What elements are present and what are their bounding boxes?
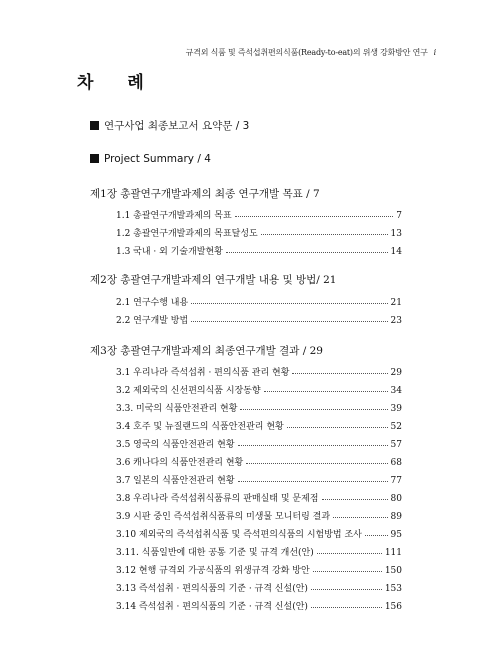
entry-label: 3.3. 미국의 식품안전관리 현황	[116, 404, 238, 414]
entry-label: 3.7 일본의 식품안전관리 현황	[116, 476, 235, 486]
entry-label: 3.12 현행 규격외 가공식품의 위생규격 강화 방안	[116, 566, 310, 576]
entry-label: 3.4 호주 및 뉴질랜드의 식품안전관리 현황	[116, 422, 284, 432]
leader-dots	[264, 391, 388, 392]
leader-dots	[292, 373, 387, 374]
entry-label: 3.1 우리나라 즉석섭취 · 편의식품 관리 현황	[116, 368, 290, 378]
entry-page: 52	[390, 422, 402, 432]
entry-page: 13	[390, 229, 402, 239]
entry-page: 153	[384, 584, 402, 594]
toc-bullet-summary[interactable]	[90, 118, 249, 133]
chapter-3-heading[interactable]: 제3장 총괄연구개발과제의 최종연구개발 결과 / 29	[90, 345, 323, 357]
toc-entry[interactable]	[116, 365, 402, 378]
toc-bullet-text: Project Summary / 4	[104, 153, 211, 165]
entry-page: 80	[390, 494, 402, 504]
entry-page: 77	[390, 476, 402, 486]
toc-entry[interactable]	[116, 208, 402, 221]
leader-dots	[238, 481, 388, 482]
entry-label: 3.6 캐나다의 식품안전관리 현황	[116, 458, 244, 468]
entry-page: 68	[390, 458, 402, 468]
toc-entry[interactable]	[116, 295, 402, 308]
toc-entry[interactable]	[116, 401, 402, 414]
entry-page: 150	[384, 566, 402, 576]
entry-label: 3.9 시판 중인 즉석섭취식품류의 미생물 모니터링 결과	[116, 512, 331, 522]
running-header	[186, 47, 436, 58]
toc-entry[interactable]	[116, 527, 402, 540]
entry-label: 1.1 총괄연구개발과제의 목표	[116, 211, 232, 221]
toc-entry[interactable]	[116, 455, 402, 468]
toc-entry[interactable]	[116, 226, 402, 239]
leader-dots	[287, 427, 388, 428]
entry-page: 29	[390, 368, 402, 378]
toc-entry[interactable]	[116, 563, 402, 576]
leader-dots	[311, 607, 382, 608]
toc-entry[interactable]	[116, 313, 402, 326]
entry-label: 3.11. 식품일반에 대한 공통 기준 및 규격 개선(안)	[116, 548, 314, 558]
leader-dots	[226, 252, 388, 253]
chapter-1-heading[interactable]: 제1장 총괄연구개발과제의 최종 연구개발 목표 / 7	[90, 188, 320, 200]
toc-title: 차 례	[77, 73, 158, 93]
leader-dots	[311, 589, 382, 590]
square-bullet-icon	[90, 121, 99, 130]
entry-page: 156	[384, 602, 402, 612]
leader-dots	[240, 409, 387, 410]
leader-dots	[365, 535, 388, 536]
leader-dots	[191, 321, 387, 322]
leader-dots	[238, 445, 388, 446]
entry-page: 89	[390, 512, 402, 522]
leader-dots	[191, 303, 387, 304]
entry-label: 2.1 연구수행 내용	[116, 298, 189, 308]
leader-dots	[317, 553, 382, 554]
leader-dots	[246, 463, 387, 464]
leader-dots	[235, 216, 394, 217]
toc-entry[interactable]	[116, 437, 402, 450]
chapter-2-heading[interactable]: 제2장 총괄연구개발과제의 연구개발 내용 및 방법/ 21	[90, 274, 337, 286]
entry-label: 1.3 국내 · 외 기술개발현황	[116, 247, 223, 257]
leader-dots	[333, 517, 387, 518]
toc-bullet-project-summary[interactable]	[90, 153, 211, 165]
toc-entry[interactable]	[116, 509, 402, 522]
toc-entry[interactable]	[116, 599, 402, 612]
toc-entry[interactable]	[116, 581, 402, 594]
entry-label: 3.8 우리나라 즉석섭취식품류의 판매실태 및 문제점	[116, 494, 319, 504]
entry-page: 21	[390, 298, 402, 308]
entry-page: 14	[390, 247, 402, 257]
entry-label: 2.2 연구개발 방법	[116, 316, 189, 326]
toc-entry[interactable]	[116, 491, 402, 504]
entry-page: 39	[390, 404, 402, 414]
entry-page: 23	[390, 316, 402, 326]
page-number: i	[433, 48, 436, 57]
toc-entry[interactable]	[116, 473, 402, 486]
square-bullet-icon	[90, 154, 99, 163]
toc-entry[interactable]	[116, 383, 402, 396]
leader-dots	[313, 571, 382, 572]
toc-entry[interactable]	[116, 419, 402, 432]
running-title: 규격외 식품 및 즉석섭취편의식품(Ready-to-eat)의 위생 강화방안 연구	[185, 48, 428, 57]
entry-page: 111	[384, 548, 402, 558]
leader-dots	[261, 234, 388, 235]
entry-page: 57	[390, 440, 402, 450]
entry-page: 95	[390, 530, 402, 540]
entry-label: 3.10 제외국의 즉석섭취식품 및 즉석편의식품의 시험방법 조사	[116, 530, 362, 540]
leader-dots	[322, 499, 388, 500]
toc-bullet-text: 연구사업 최종보고서 요약문 / 3	[104, 120, 250, 132]
entry-page: 34	[390, 386, 402, 396]
entry-label: 3.13 즉석섭취 · 편의식품의 기준 · 규격 신설(안)	[116, 584, 308, 594]
entry-page: 7	[396, 211, 402, 221]
toc-entry[interactable]	[116, 545, 402, 558]
entry-label: 3.14 즉석섭취 · 편의식품의 기준 · 규격 신설(안)	[116, 602, 308, 612]
entry-label: 3.5 영국의 식품안전관리 현황	[116, 440, 235, 450]
toc-entry[interactable]	[116, 244, 402, 257]
entry-label: 1.2 총괄연구개발과제의 목표달성도	[116, 229, 258, 239]
entry-label: 3.2 제외국의 신선편의식품 시장동향	[116, 386, 261, 396]
